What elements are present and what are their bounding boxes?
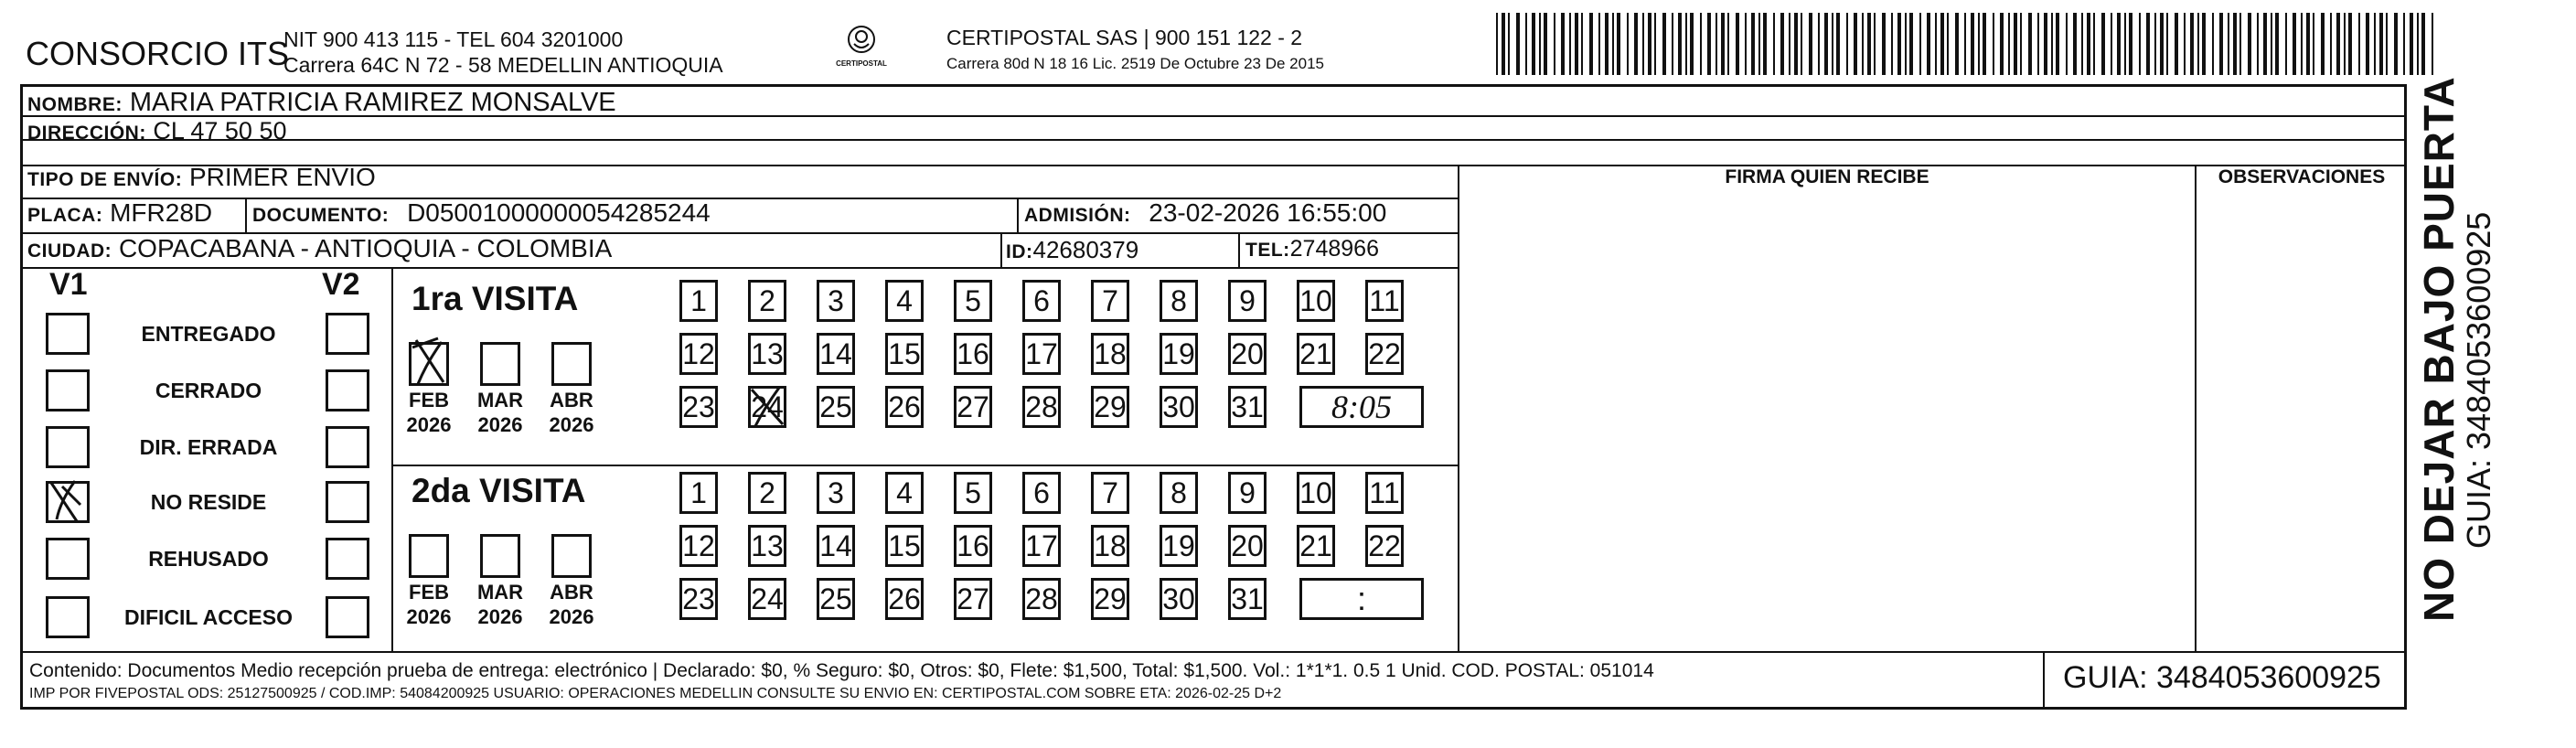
barcode-bar [1589,13,1593,75]
barcode-bar [1612,13,1614,75]
status-label: ENTREGADO [141,322,276,346]
status-label: CERRADO [155,379,262,402]
month-name: FEB [409,581,449,604]
barcode-bar [1716,13,1717,75]
second-visit-title: 2da VISITA [412,472,586,509]
barcode-bar [1575,13,1578,75]
day-checkbox[interactable]: 28 [1022,578,1061,620]
side-guia: GUIA: 3484053600925 [2460,211,2497,549]
barcode-bar [2313,13,2314,75]
day-checkbox[interactable]: 7 [1091,472,1129,514]
day-checkbox[interactable]: 8 [1160,472,1198,514]
barcode-bar [2093,13,2095,75]
barcode-bar [1736,13,1739,75]
barcode-bar [2233,13,2237,75]
month-checkbox[interactable] [551,534,592,578]
day-checkbox[interactable]: 22 [1365,333,1404,375]
placa-value: MFR28D [110,198,213,227]
barcode-bar [1955,13,1959,75]
barcode-bar [1496,13,1498,75]
barcode-bar [2212,13,2214,75]
day-checkbox[interactable]: 18 [1091,333,1129,375]
day-checkbox[interactable]: 19 [1160,525,1198,567]
barcode-bar [2374,13,2376,75]
barcode-bar [1824,13,1828,75]
barcode-bar [2257,13,2259,75]
barcode-bar [1758,13,1760,75]
barcode-bar [1891,13,1893,75]
barcode-bar [2379,13,2383,75]
month-label [468,580,532,629]
barcode-bar [2066,13,2068,75]
barcode-bar [1617,13,1620,75]
barcode-bar [2386,13,2388,75]
company-address-line: Carrera 64C N 72 - 58 MEDELLIN ANTIOQUIA [283,53,723,77]
barcode-bar [1846,13,1848,75]
barcode-bar [1581,13,1583,75]
day-checkbox[interactable]: 25 [817,386,855,428]
barcode-bar [2219,13,2223,75]
barcode-bar [2184,13,2186,75]
placa-label: PLACA: [27,205,103,226]
barcode-bar [1978,13,1980,75]
day-checkbox[interactable]: 12 [679,333,718,375]
barcode-bar [1685,13,1687,75]
day-checkbox[interactable]: 3 [817,280,855,322]
month-name: MAR [476,389,524,411]
barcode-bar [1727,13,1729,75]
day-checkbox[interactable]: 21 [1297,333,1335,375]
day-checkbox[interactable]: 22 [1365,525,1404,567]
barcode-bar [2124,13,2126,75]
v1-checkbox[interactable] [46,369,90,411]
admision-field [1024,198,1386,228]
barcode-bar [2263,13,2267,75]
v2-checkbox[interactable] [326,481,369,523]
day-checkbox[interactable]: 5 [954,280,992,322]
barcode-bar [1940,13,1944,75]
documento-value: D05001000000054285244 [407,198,711,227]
barcode-bar [1502,13,1505,75]
barcode-bar [1690,13,1694,75]
barcode-bar [2348,13,2352,75]
day-checkbox[interactable]: 12 [679,525,718,567]
barcode-bar [2190,13,2194,75]
day-checkbox[interactable]: 11 [1365,280,1404,322]
barcode-bar [2154,13,2156,75]
barcode-bar [1554,13,1555,75]
v1-checkbox[interactable] [46,313,90,355]
month-name: MAR [476,581,524,604]
day-checkbox[interactable]: 23 [679,386,718,428]
v2-checkbox[interactable] [326,313,369,355]
tel-field [1245,236,1379,262]
barcode-bar [2139,13,2141,75]
barcode-bar [2275,13,2279,75]
barcode-bar [2146,13,2150,75]
id-value: 42680379 [1032,236,1139,263]
month-year: 2026 [406,413,452,436]
month-label [540,580,604,629]
day-checkbox[interactable]: 17 [1022,333,1061,375]
day-checkbox[interactable]: 16 [954,525,992,567]
day-checkbox[interactable]: 9 [1228,280,1267,322]
barcode-bar [1909,13,1913,75]
barcode-bar [1854,13,1857,75]
barcode-bar [1627,13,1629,75]
barcode-bar [1971,13,1974,75]
barcode-bar [1947,13,1949,75]
month-name: FEB [409,389,449,411]
barcode-bar [2421,13,2425,75]
nombre-value: MARIA PATRICIA RAMIREZ MONSALVE [129,88,616,117]
barcode-bar [1836,13,1840,75]
barcode-bar [1789,13,1790,75]
barcode-bar [2336,13,2340,75]
day-checkbox[interactable]: 3 [817,472,855,514]
v2-header: V2 [322,267,360,302]
v2-checkbox[interactable] [326,538,369,580]
v1-checkbox[interactable] [46,426,90,468]
barcode-bar [1678,13,1682,75]
day-checkbox[interactable]: 18 [1091,525,1129,567]
barcode-bar [1672,13,1673,75]
barcode-bar [1773,13,1775,75]
barcode-bar [2081,13,2083,75]
barcode-bar [2129,13,2132,75]
barcode-bar [2051,13,2053,75]
observaciones-header: OBSERVACIONES [2218,166,2386,187]
month-checkbox[interactable] [480,534,520,578]
nombre-field [27,88,616,118]
barcode-bar [1544,13,1547,75]
barcode-bar [1897,13,1901,75]
month-checkbox[interactable] [480,342,520,386]
imp-line: IMP POR FIVEPOSTAL ODS: 25127500925 / COD.IMP: 54084200925 USUARIO: OPERACIONES MEDELLIN CONSULTE SU ENVIO EN: CERTIPOSTAL.COM SOBRE ETA: 2026-02-25 D+2 [29,686,1282,701]
admision-label: ADMISIÓN: [1024,205,1131,226]
day-checkbox[interactable]: 29 [1091,386,1129,428]
barcode-bar [2248,13,2251,75]
barcode-bar [1569,13,1571,75]
barcode-bar [1525,13,1527,75]
barcode-bar [2271,13,2272,75]
month-year: 2026 [549,413,594,436]
tel-label: TEL: [1245,240,1290,261]
barcode-bar [1780,13,1784,75]
barcode-bar [2037,13,2039,75]
day-checkbox[interactable]: 24 [748,578,786,620]
day-checkbox[interactable]: 26 [885,386,924,428]
barcode-bar [1964,13,1966,75]
barcode-bar [2228,13,2229,75]
month-year: 2026 [477,413,523,436]
day-checkbox[interactable]: 30 [1160,386,1198,428]
day-checkbox[interactable]: 17 [1022,525,1061,567]
logo-text: CERTIPOSTAL [836,59,887,68]
id-field [1006,236,1138,264]
barcode-bar [1983,13,1986,75]
barcode-bar [1532,13,1535,75]
tipo-envio-label: TIPO DE ENVÍO: [27,169,183,190]
documento-label: DOCUMENTO: [252,205,390,226]
nombre-label: NOMBRE: [27,94,123,115]
barcode-bar [1905,13,1907,75]
barcode-bar [1598,13,1600,75]
month-checkbox[interactable] [551,342,592,386]
barcode-bar [1539,13,1541,75]
day-checkbox[interactable]: 31 [1228,386,1267,428]
month-year: 2026 [406,605,452,628]
day-checkbox[interactable]: 10 [1297,280,1335,322]
barcode-bar [1707,13,1711,75]
tel-value: 2748966 [1289,236,1379,262]
barcode-bar [2008,13,2010,75]
day-checkbox[interactable]: 31 [1228,578,1267,620]
barcode-bar [2344,13,2346,75]
barcode-bar [1700,13,1702,75]
barcode-bar [2358,13,2360,75]
ciudad-label: CIUDAD: [27,240,112,262]
barcode-bar [1648,13,1651,75]
v1-checkbox[interactable] [46,538,90,580]
status-label: DIR. ERRADA [139,435,278,459]
barcode-bar [1882,13,1886,75]
barcode-bar [1721,13,1725,75]
day-checkbox[interactable]: 13 [748,525,786,567]
barcode-bar [2166,13,2168,75]
v2-checkbox[interactable] [326,596,369,638]
barcode-bar [2293,13,2296,75]
day-checkbox[interactable]: 6 [1022,280,1061,322]
day-checkbox[interactable]: 11 [1365,472,1404,514]
day-checkbox[interactable]: 13 [748,333,786,375]
barcode-bar [2330,13,2332,75]
barcode-bar [1634,13,1638,75]
barcode [1496,13,2442,75]
day-checkbox[interactable]: 24 [748,386,786,428]
barcode-bar [1993,13,1994,75]
barcode-bar [2197,13,2199,75]
placa-field [27,198,212,228]
direccion-label: DIRECCIÓN: [27,123,146,144]
day-checkbox[interactable]: 7 [1091,280,1129,322]
v1-checkbox[interactable] [46,596,90,638]
time-box[interactable]: 8:05 [1299,386,1424,428]
footer-guia: GUIA: 3484053600925 [2063,660,2381,695]
day-checkbox[interactable]: 20 [1228,525,1267,567]
handwritten-x-mark [746,382,788,430]
day-checkbox[interactable]: 2 [748,472,786,514]
barcode-bar [2056,13,2059,75]
barcode-bar [1745,13,1747,75]
carrier-line: CERTIPOSTAL SAS | 900 151 122 - 2 [946,26,1303,49]
day-checkbox[interactable]: 4 [885,280,924,322]
month-name: ABR [550,389,593,411]
barcode-bar [1751,13,1755,75]
month-label [540,388,604,437]
day-checkbox[interactable]: 15 [885,525,924,567]
barcode-bar [2306,13,2310,75]
day-checkbox[interactable]: 19 [1160,333,1198,375]
day-checkbox[interactable]: 15 [885,333,924,375]
month-year: 2026 [477,605,523,628]
barcode-bar [1794,13,1798,75]
id-label: ID: [1006,241,1033,262]
carrier-license-line: Carrera 80d N 18 16 Lic. 2519 De Octubre 23 De 2015 [946,55,1324,72]
barcode-bar [2366,13,2369,75]
barcode-bar [2014,13,2017,75]
barcode-bar [2117,13,2121,75]
status-label: DIFICIL ACCESO [123,605,293,629]
day-checkbox[interactable]: 2 [748,280,786,322]
barcode-bar [2111,13,2112,75]
barcode-bar [2285,13,2287,75]
v2-checkbox[interactable] [326,426,369,468]
day-checkbox[interactable]: 26 [885,578,924,620]
barcode-bar [2175,13,2178,75]
barcode-bar [2321,13,2325,75]
barcode-bar [2028,13,2032,75]
day-checkbox[interactable]: 27 [954,578,992,620]
day-checkbox[interactable]: 25 [817,578,855,620]
barcode-bar [1516,13,1520,75]
barcode-bar [1508,13,1510,75]
company-name: CONSORCIO ITS [26,35,290,72]
day-checkbox[interactable]: 10 [1297,472,1335,514]
ciudad-field [27,234,612,263]
barcode-bar [1935,13,1937,75]
barcode-bar [2073,13,2077,75]
month-label [397,580,461,629]
side-warning: NO DEJAR BAJO PUERTA [2415,76,2463,622]
barcode-bar [2202,13,2206,75]
barcode-bar [2417,13,2419,75]
company-nit-line: NIT 900 413 115 - TEL 604 3201000 [283,27,624,51]
barcode-bar [1862,13,1864,75]
barcode-bar [1763,13,1767,75]
day-checkbox[interactable]: 4 [885,472,924,514]
barcode-bar [2432,13,2433,75]
barcode-bar [1832,13,1833,75]
month-label [397,388,461,437]
barcode-bar [2087,13,2090,75]
barcode-bar [2239,13,2241,75]
barcode-bar [2160,13,2164,75]
barcode-bar [1662,13,1666,75]
v1-header: V1 [49,267,88,302]
barcode-bar [1919,13,1921,75]
barcode-bar [2403,13,2405,75]
month-name: ABR [550,581,593,604]
barcode-bar [1654,13,1656,75]
month-year: 2026 [549,605,594,628]
day-checkbox[interactable]: 8 [1160,280,1198,322]
month-checkbox[interactable] [409,534,449,578]
first-visit-title: 1ra VISITA [412,280,579,317]
content-line: Contenido: Documentos Medio recepción prueba de entrega: electrónico | Declarado: $0, % Seguro: $0, Otros: $0, Flete: $1,500, Total: $1,500. Vol.: 1*1*1. 0.5 1 Unid. COD. POSTAL: 051014 [29,660,1654,681]
barcode-bar [2044,13,2047,75]
direccion-value: CL 47 50 50 [153,117,287,144]
status-label: REHUSADO [148,547,269,571]
admision-value: 23-02-2026 16:55:00 [1149,198,1387,227]
barcode-bar [1605,13,1609,75]
v2-checkbox[interactable] [326,369,369,411]
handwritten-x-mark [407,335,453,388]
barcode-bar [1561,13,1565,75]
tipo-envio-field [27,163,376,192]
documento-field [252,198,711,228]
certipostal-logo [834,24,889,71]
tipo-envio-value: PRIMER ENVIO [188,163,376,191]
month-label [468,388,532,437]
status-label: NO RESIDE [150,490,267,514]
day-checkbox[interactable]: 29 [1091,578,1129,620]
day-checkbox[interactable]: 21 [1297,525,1335,567]
day-checkbox[interactable]: 6 [1022,472,1061,514]
day-checkbox[interactable]: 5 [954,472,992,514]
barcode-bar [1642,13,1644,75]
barcode-bar [1867,13,1871,75]
day-checkbox[interactable]: 14 [817,525,855,567]
day-checkbox[interactable]: 1 [679,280,718,322]
barcode-bar [2394,13,2398,75]
barcode-bar [2101,13,2105,75]
firma-header: FIRMA QUIEN RECIBE [1725,166,1929,187]
barcode-bar [1809,13,1812,75]
day-checkbox[interactable]: 28 [1022,386,1061,428]
time-box[interactable]: : [1299,578,1424,620]
ciudad-value: COPACABANA - ANTIOQUIA - COLOMBIA [118,234,613,262]
day-checkbox[interactable]: 20 [1228,333,1267,375]
direccion-field [27,117,286,145]
barcode-bar [2020,13,2022,75]
day-checkbox[interactable]: 30 [1160,578,1198,620]
barcode-bar [1874,13,1876,75]
day-checkbox[interactable]: 14 [817,333,855,375]
day-checkbox[interactable]: 1 [679,472,718,514]
day-checkbox[interactable]: 27 [954,386,992,428]
barcode-bar [2301,13,2303,75]
barcode-bar [2000,13,2004,75]
handwritten-x-mark [44,477,88,525]
barcode-bar [1818,13,1820,75]
day-checkbox[interactable]: 16 [954,333,992,375]
barcode-bar [2410,13,2413,75]
barcode-bar [1801,13,1802,75]
barcode-bar [1927,13,1930,75]
day-checkbox[interactable]: 23 [679,578,718,620]
day-checkbox[interactable]: 9 [1228,472,1267,514]
